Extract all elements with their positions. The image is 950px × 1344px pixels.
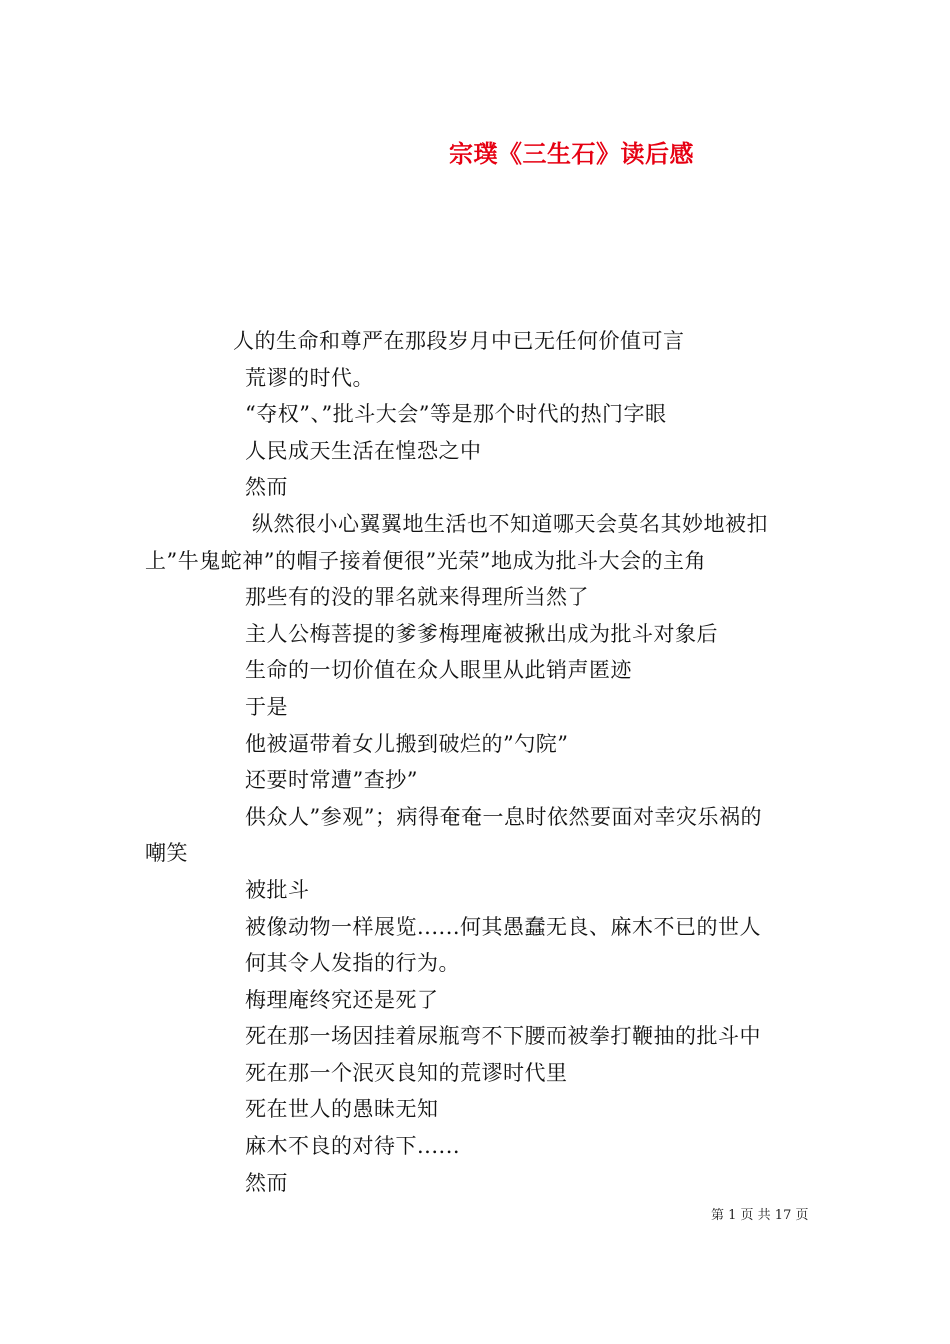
body-line: 生命的一切价值在众人眼里从此销声匿迹 — [245, 658, 632, 683]
body-line: 麻木不良的对待下...... — [245, 1134, 461, 1159]
body-line: 梅理庵终究还是死了 — [245, 987, 439, 1012]
body-line: 何其令人发指的行为。 — [245, 951, 460, 976]
body-line: 供众人”参观”；病得奄奄一息时依然要面对幸灾乐祸的 — [245, 804, 762, 829]
body-line: 纵然很小心翼翼地生活也不知道哪天会莫名其妙地被扣 — [252, 511, 768, 536]
body-line: “夺权”、”批斗大会”等是那个时代的热门字眼 — [245, 402, 667, 427]
body-line: 荒谬的时代。 — [245, 365, 374, 390]
body-line: 还要时常遭”查抄” — [245, 768, 418, 793]
body-line: 然而 — [245, 1170, 288, 1195]
body-line: 死在那一场因挂着尿瓶弯不下腰而被拳打鞭抽的批斗中 — [245, 1024, 761, 1049]
page-number-footer: 第 1 页 共 17 页 — [711, 1208, 809, 1223]
body-line: 那些有的没的罪名就来得理所当然了 — [245, 585, 589, 610]
body-line: 人的生命和尊严在那段岁月中已无任何价值可言 — [233, 329, 685, 353]
body-line: 人民成天生活在惶恐之中 — [245, 438, 482, 463]
document-body — [0, 323, 950, 1201]
body-line: 主人公梅菩提的爹爹梅理庵被揪出成为批斗对象后 — [245, 621, 718, 646]
body-line: 被像动物一样展览......何其愚蠢无良、麻木不已的世人 — [245, 914, 762, 939]
body-line: 他被逼带着女儿搬到破烂的”勺院” — [245, 731, 569, 756]
body-line: 嘲笑 — [145, 841, 188, 866]
body-line: 于是 — [245, 694, 288, 719]
body-line: 被批斗 — [245, 877, 310, 902]
document-title: 宗璞《三生石》读后感 — [449, 139, 694, 168]
body-line: 然而 — [245, 475, 288, 500]
body-line: 死在世人的愚昧无知 — [245, 1097, 439, 1122]
body-line: 上”牛鬼蛇神”的帽子接着便很”光荣”地成为批斗大会的主角 — [145, 548, 706, 573]
body-line: 死在那一个泯灭良知的荒谬时代里 — [245, 1060, 568, 1085]
